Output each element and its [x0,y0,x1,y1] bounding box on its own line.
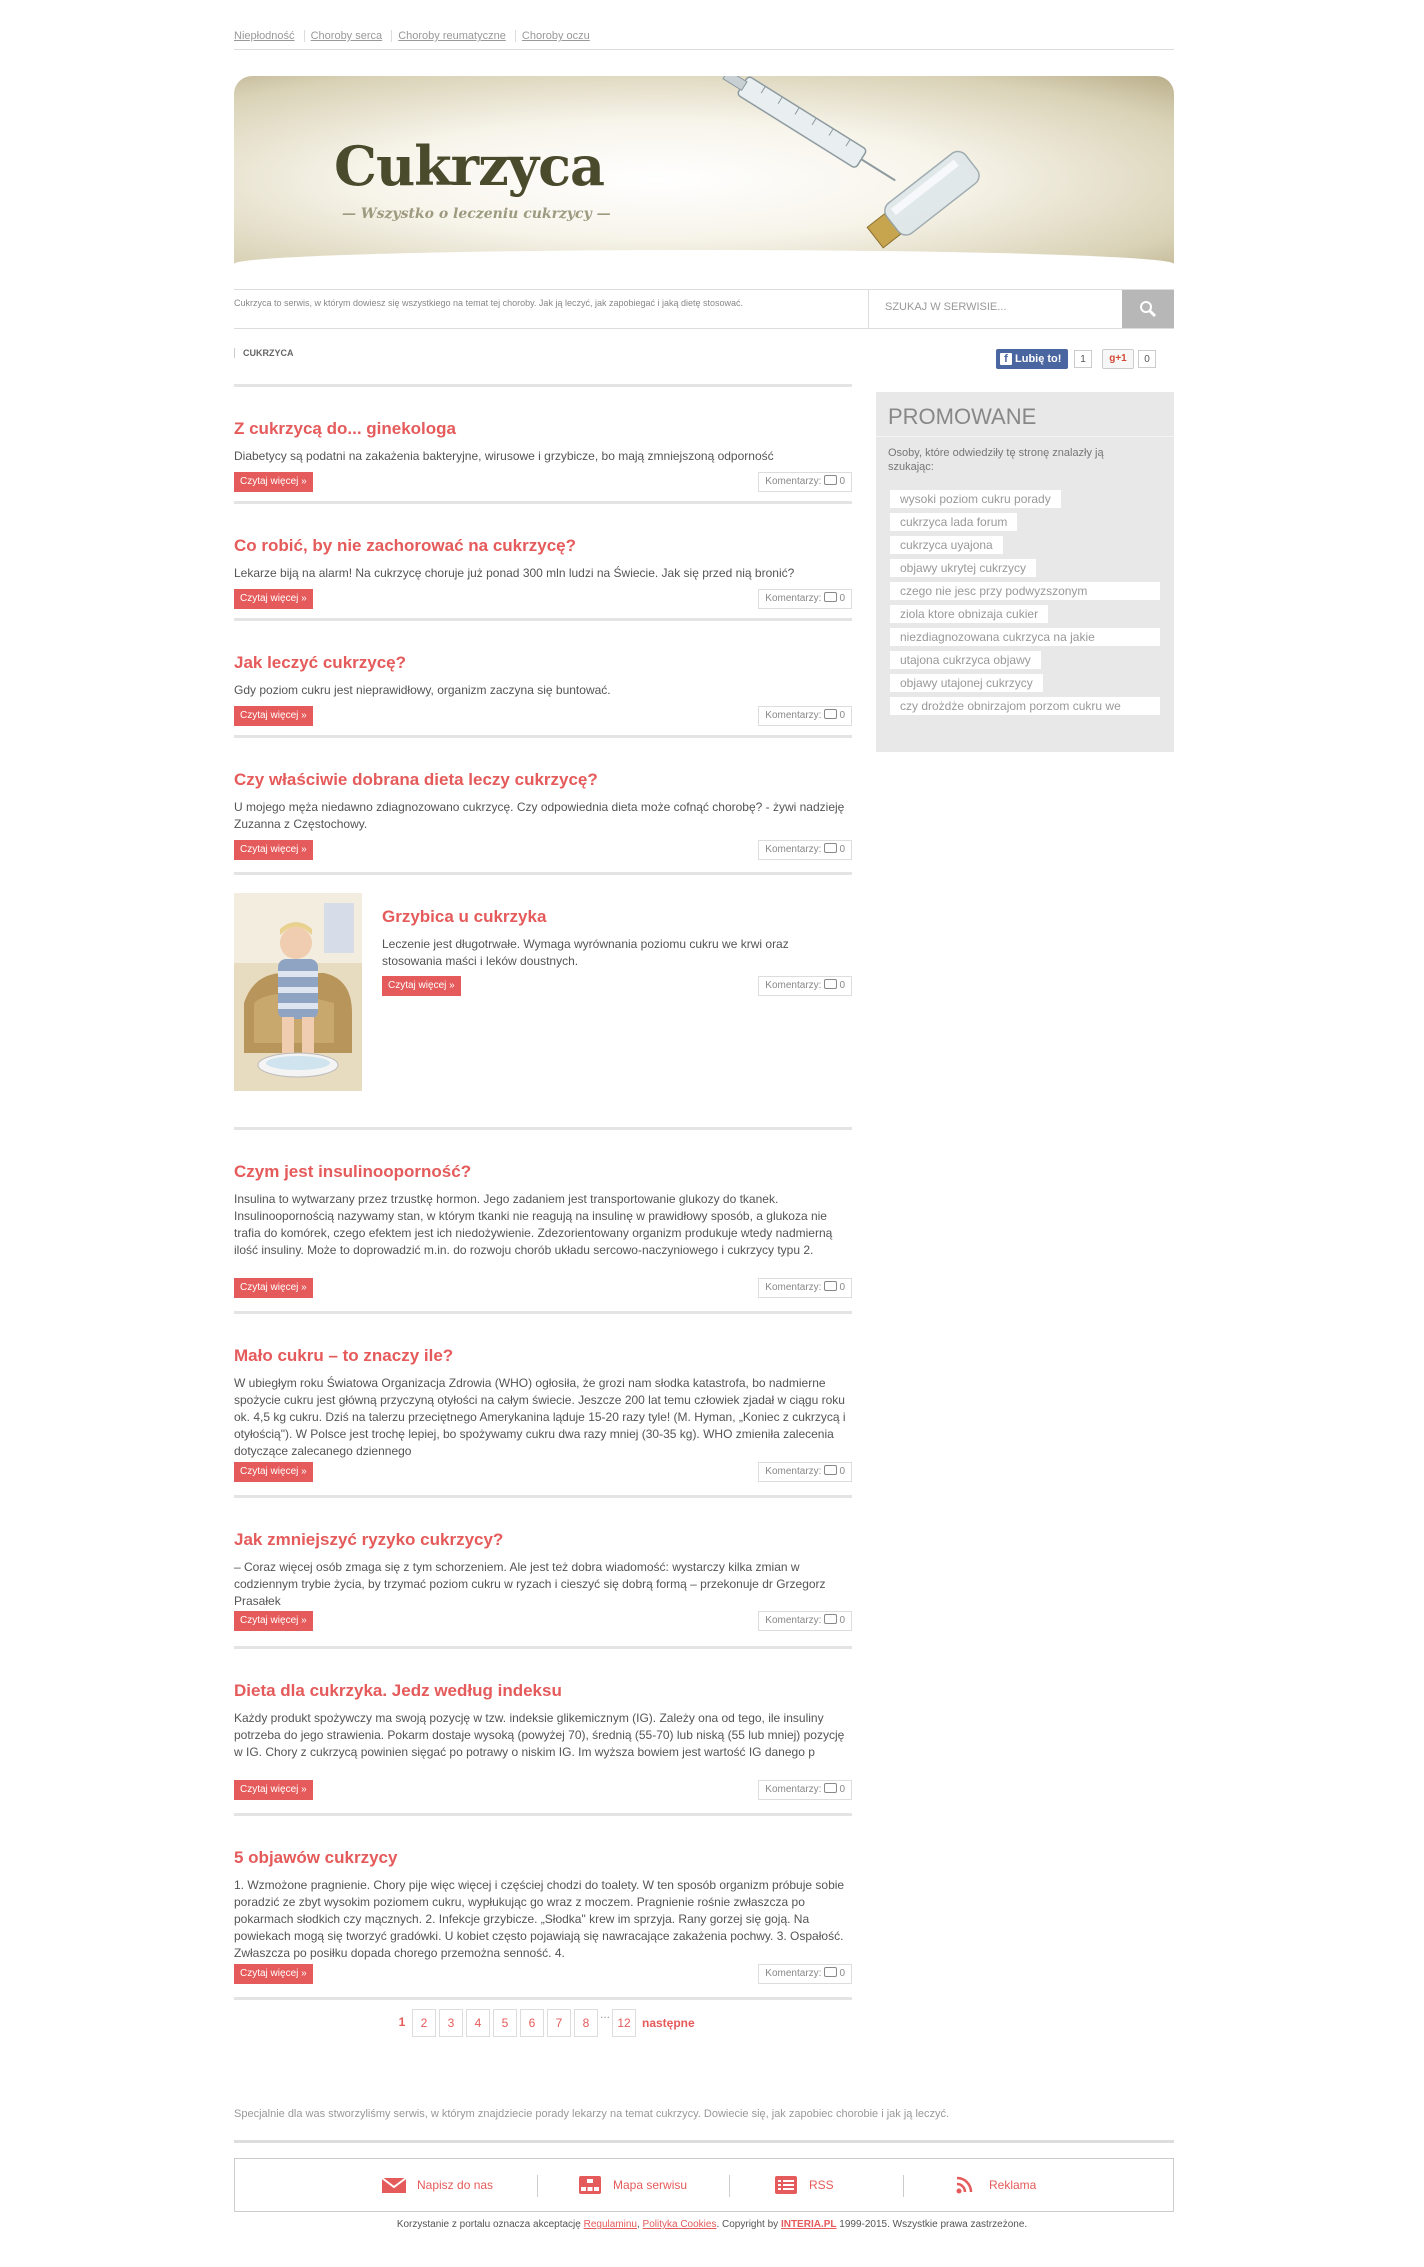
article-excerpt: Leczenie jest długotrwałe. Wymaga wyrównania poziomu cukru we krwi oraz stosowania maści i leków doustnych. [382,937,789,968]
page-link[interactable]: 2 [412,2009,436,2037]
comment-icon [824,1967,837,1977]
list-icon [773,2175,799,2195]
read-more-button[interactable]: Czytaj więcej » [234,1278,313,1298]
breadcrumb[interactable]: CUKRZYCA [234,348,294,358]
next-page-link[interactable]: następne [642,2016,695,2030]
read-more-button[interactable]: Czytaj więcej » [234,472,313,492]
comment-icon [824,709,837,719]
page-link[interactable]: 5 [493,2009,517,2037]
gplus-button[interactable]: g+1 [1102,349,1134,369]
header-banner[interactable] [234,76,1174,264]
search-input[interactable]: SZUKAJ W SERWISIE... [868,290,1122,328]
read-more-button[interactable]: Czytaj więcej » [234,840,313,860]
read-more-button[interactable]: Czytaj więcej » [234,1964,313,1984]
read-more-button[interactable]: Czytaj więcej » [234,706,313,726]
search-tag[interactable]: utajona cukrzyca objawy [890,651,1041,669]
read-more-button[interactable]: Czytaj więcej » [234,1611,313,1631]
divider [903,2175,904,2197]
article-item [234,618,852,729]
divider [876,436,1174,437]
gplus-icon: g [1109,353,1116,364]
article-excerpt: Insulina to wytwarzany przez trzustkę hormon. Jego zadaniem jest transportowanie glukozy do tkanek. Insulinoopornością nazywamy stan, w którym tkanki nie reagują na insulinę w prawidłowy sposób, a glukoza nie trafia do komórek, czego efektem jest ich niedożywienie. Zdezorientowany organizm produkuje wtedy nadmierną ilość insuliny. Może to doprowadzić m.in. do rozwoju chorób układu sercowo-naczyniowego i cukrzycy typu 2. [234,1192,833,1257]
article-title[interactable]: Czy właściwie dobrana dieta leczy cukrzycę? [234,770,598,789]
page-link[interactable]: 4 [466,2009,490,2037]
interia-link[interactable]: INTERIA.PL [780,2219,837,2230]
search-tag[interactable]: wysoki poziom cukru porady [890,490,1061,508]
article-title[interactable]: Co robić, by nie zachorować na cukrzycę? [234,536,576,555]
article-item [234,1495,852,1658]
footer-description: Specjalnie dla was stworzyliśmy serwis, w którym znajdziecie porady lekarzy na temat cukrzycy. Dowiecie się, jak zapobiec chorobie i jak ją leczyć. [234,2108,950,2120]
search-tag[interactable]: cukrzyca lada forum [890,513,1017,531]
article-item [234,735,852,866]
envelope-icon [381,2175,407,2195]
article-thumbnail[interactable] [234,893,362,1091]
search-tag[interactable]: niezdiagnozowana cukrzyca na jakie [890,628,1160,646]
facebook-icon: f [1000,353,1012,365]
search-tag[interactable]: objawy utajonej cukrzycy [890,674,1043,692]
article-item [234,1813,852,2000]
syringe-vial-icon [714,76,1174,264]
article-excerpt: Każdy produkt spożywczy ma swoją pozycję w tzw. indeksie glikemicznym (IG). Zależy ona od tego, ile insuliny potrzeba do jego strawienia. Pokarm dostaje wysoką (powyżej 70), średnią (55-70) lub niską (55 lub mniej) pozycję w IG. Chory z cukrzycą powinien sięgać po potrawy o niskim IG. Im wyższa bowiem jest wartość IG danego p [234,1711,845,1759]
article-item [234,1646,852,1809]
read-more-button[interactable]: Czytaj więcej » [234,1462,313,1482]
article-title[interactable]: Jak leczyć cukrzycę? [234,653,407,672]
comments-link[interactable]: Komentarzy: 0 [758,589,852,609]
copyright: Korzystanie z portalu oznacza akceptację Regulaminu, Polityka Cookies. Copyright by INTERIA.PL 1999-2015. Wszystkie prawa zastrzeżone. [396,2219,1028,2230]
divider [537,2175,538,2197]
article-item [234,501,852,612]
search-tag[interactable]: cukrzyca uyajona [890,536,1003,554]
comments-link[interactable]: Komentarzy: 0 [758,472,852,492]
terms-link[interactable]: Regulaminu [583,2219,637,2230]
article-excerpt: Lekarze biją na alarm! Na cukrzycę choruje już ponad 300 mln ludzi na Świecie. Jak się przed nią bronić? [234,566,795,580]
comment-icon [824,843,837,853]
sitemap-icon [577,2175,603,2195]
search-icon [1139,300,1157,318]
site-tagline: — Wszystko o leczeniu cukrzycy — [342,206,611,222]
search-tags [890,490,1166,725]
search-tag[interactable]: czy drożdże obnirzajom porzom cukru we [890,697,1160,715]
page-link[interactable]: 8 [574,2009,598,2037]
comment-icon [824,1465,837,1475]
article-item [234,1127,852,1308]
comment-icon [824,979,837,989]
comments-link[interactable]: Komentarzy: 0 [758,1964,852,1984]
article-title[interactable]: Czym jest insulinooporność? [234,1162,472,1181]
read-more-button[interactable]: Czytaj więcej » [234,1780,313,1800]
comment-icon [824,1783,837,1793]
sidebar-title: PROMOWANE [888,404,1037,429]
page-current: 1 [390,2009,414,2037]
top-link-choroby-reumatyczne[interactable]: Choroby reumatyczne [391,30,512,42]
article-title[interactable]: Mało cukru – to znaczy ile? [234,1346,454,1365]
article-title[interactable]: 5 objawów cukrzycy [234,1848,398,1867]
cookies-link[interactable]: Polityka Cookies [642,2219,717,2230]
rss-icon [953,2175,979,2195]
search-button[interactable] [1122,290,1174,328]
page-ellipsis: ... [600,2007,611,2021]
comments-link[interactable]: Komentarzy: 0 [758,1780,852,1800]
article-title[interactable]: Grzybica u cukrzyka [382,907,547,926]
comments-link[interactable]: Komentarzy: 0 [758,840,852,860]
divider [234,2140,1174,2143]
facebook-like-button[interactable]: f Lubię to! [996,349,1068,369]
read-more-button[interactable]: Czytaj więcej » [234,589,313,609]
site-description: Cukrzyca to serwis, w którym dowiesz się wszystkiego na temat tej choroby. Jak ją leczyć, jak zapobiegać i jaką dietę stosować. [234,298,744,308]
advertising-link[interactable]: Reklama [953,2159,1036,2211]
comments-link[interactable]: Komentarzy: 0 [758,1278,852,1298]
page-link[interactable]: 7 [547,2009,571,2037]
sidebar-lead: Osoby, które odwiedziły tę stronę znalazły ją szukając: [888,447,1104,473]
info-row [234,289,1174,329]
top-link-choroby-serca[interactable]: Choroby serca [304,30,389,42]
article-title[interactable]: Dieta dla cukrzyka. Jedz według indeksu [234,1681,562,1700]
article-item [234,872,852,1125]
read-more-button[interactable]: Czytaj więcej » [382,976,461,996]
article-title[interactable]: Jak zmniejszyć ryzyko cukrzycy? [234,1530,504,1549]
article-item [234,1311,852,1492]
article-excerpt: 1. Wzmożone pragnienie. Chory pije więc więcej i częściej chodzi do toalety. W ten sposób organizm próbuje sobie poradzić ze zbyt wysokim poziomem cukru, wypłukując go wraz z moczem. Pragnienie rośnie zwłaszcza po pokarmach słodkich czy mącznych. 2. Infekcje grzybicze. „Słodka" krew im sprzyja. Rany gorzej się goją. Na powiekach mogą się tworzyć gradówki. U kobiet często pojawiają się nawracające zakażenia pochwy. 3. Ospałość. Zwłaszcza po posiłku dopada chorego przemożna senność. 4. [234,1878,845,1960]
top-links [234,30,1174,42]
article-title[interactable]: Z cukrzycą do... ginekologa [234,419,456,438]
article-excerpt: W ubiegłym roku Światowa Organizacja Zdrowia (WHO) ogłosiła, że grozi nam słodka katastrofa, bo nadmierne spożycie cukru jest główną przyczyną otyłości na całym świecie. Jeszcze 200 lat temu człowiek zjadał w ciągu roku ok. 4,5 kg cukru. Dziś na talerzu przeciętnego Amerykanina ląduje 15-20 razy tyle! (M. Hyman, „Koniec z cukrzycą i otyłością"). W Polsce jest trochę lepiej, bo spożywamy cukru dwa razy mniej (30-35 kg). WHO zmieniła zalecenia dotyczące zalecanego dziennego [234,1376,846,1458]
comments-link[interactable]: Komentarzy: 0 [758,1611,852,1631]
gplus-count: 0 [1138,350,1156,368]
top-link-nieplodnosc[interactable]: Niepłodność [234,30,295,42]
article-excerpt: Diabetycy są podatni na zakażenia bakteryjne, wirusowe i grzybicze, bo mają zmniejszoną odporność [234,449,774,463]
rss-link[interactable]: RSS [773,2159,834,2211]
comment-icon [824,1281,837,1291]
page-link[interactable]: 3 [439,2009,463,2037]
comments-link[interactable]: Komentarzy: 0 [758,706,852,726]
divider [729,2175,730,2197]
article-excerpt: – Coraz więcej osób zmaga się z tym schorzeniem. Ale jest też dobra wiadomość: wystarczy kilka zmian w codziennym trybie życia, by trzymać poziom cukru w ryzach i cieszyć się dobrą formą – przekonuje dr Grzegorz Prasałek [234,1560,826,1608]
promoted-sidebar [876,392,1174,752]
sitemap-link[interactable]: Mapa serwisu [577,2159,687,2211]
comments-link[interactable]: Komentarzy: 0 [758,976,852,996]
divider [234,49,1174,50]
article-item [234,384,852,495]
page-link[interactable]: 6 [520,2009,544,2037]
top-link-choroby-oczu[interactable]: Choroby oczu [515,30,596,42]
comment-icon [824,1614,837,1624]
article-excerpt: U mojego męża niedawno zdiagnozowano cukrzycę. Czy odpowiednia dieta może cofnąć chorobę? - żywi nadzieję Zuzanna z Częstochowy. [234,800,845,831]
comments-link[interactable]: Komentarzy: 0 [758,1462,852,1482]
article-excerpt: Gdy poziom cukru jest nieprawidłowy, organizm zaczyna się buntować. [234,683,611,697]
footer-links [234,2158,1174,2212]
comment-icon [824,475,837,485]
search-tag[interactable]: czego nie jesc przy podwyzszonym [890,582,1160,600]
search-tag[interactable]: ziola ktore obnizaja cukier [890,605,1048,623]
page-link[interactable]: 12 [612,2009,636,2037]
divider [234,1997,852,2000]
like-count: 1 [1074,350,1092,368]
site-title: Cukrzyca [334,134,605,198]
contact-link[interactable]: Napisz do nas [381,2159,493,2211]
search-tag[interactable]: objawy ukrytej cukrzycy [890,559,1036,577]
comment-icon [824,592,837,602]
